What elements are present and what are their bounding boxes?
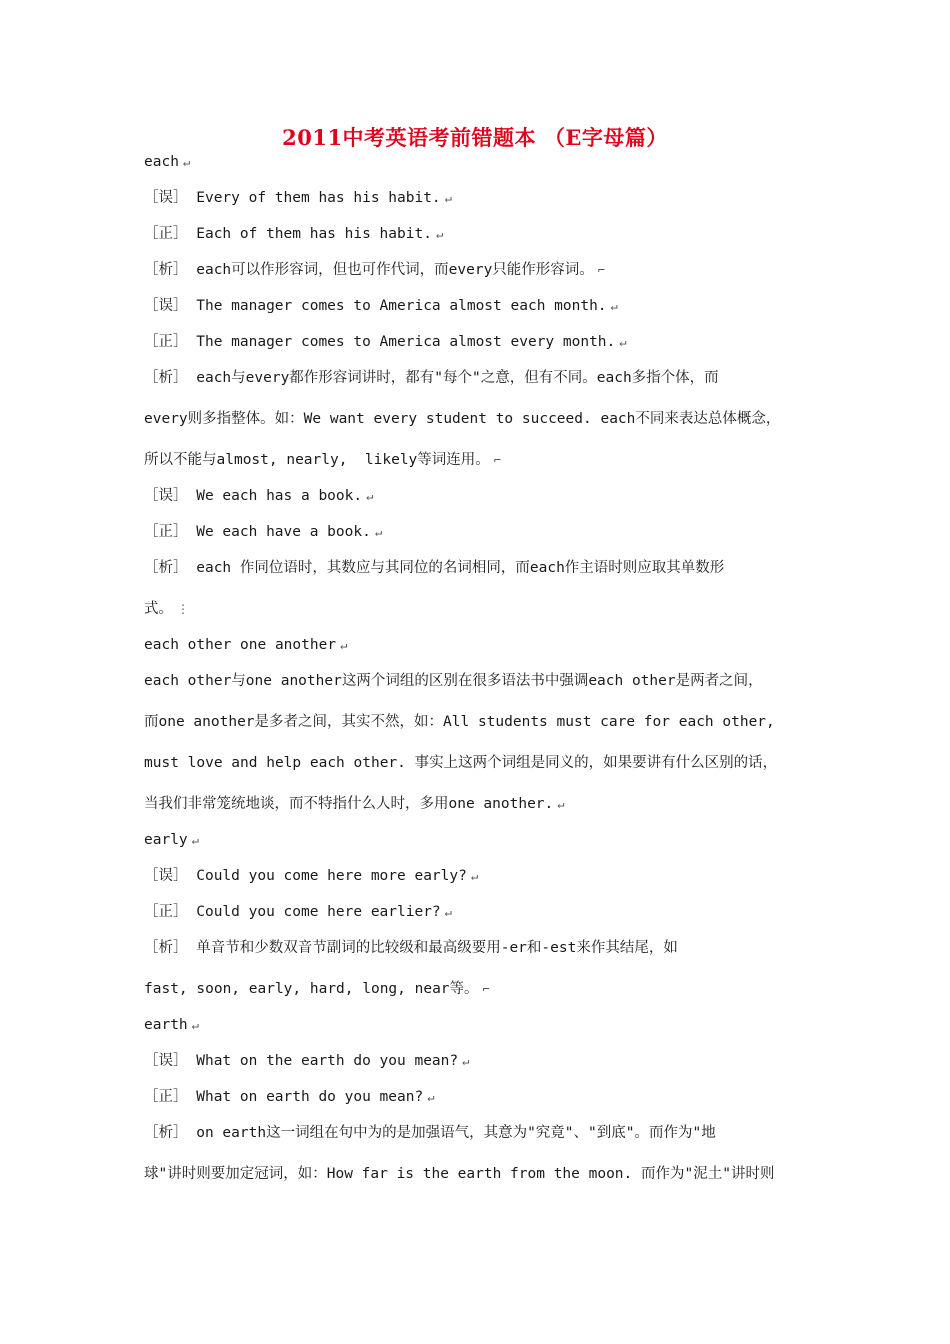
line-text: 而one another是多者之间，其实不然，如：All students must care for each other, (144, 714, 775, 730)
analysis-continuation-line (144, 407, 824, 431)
line-text: ［误］ Could you come here more early? (144, 868, 467, 884)
correct-example-line (144, 520, 824, 544)
correct-example-line (144, 1085, 824, 1109)
ellipsis-mark-icon: ⋮ (177, 602, 189, 616)
analysis-line (144, 1121, 824, 1145)
line-text: ［误］ We each has a book. (144, 488, 363, 504)
line-text: ［正］ Each of them has his habit. (144, 226, 432, 242)
line-text: ［析］ each可以作形容词，但也可作代词，而every只能作形容词。 (144, 262, 594, 278)
entry-heading-each (144, 150, 824, 174)
wrong-example-line (144, 484, 824, 508)
paragraph-mark-icon: ↵ (444, 905, 452, 919)
line-text: early (144, 832, 188, 848)
paragraph-mark-icon: ↵ (557, 797, 565, 811)
explanation-line (144, 710, 824, 734)
paragraph-mark-icon: ↵ (470, 869, 479, 883)
line-text: earth (144, 1017, 188, 1033)
line-text: ［误］ The manager comes to America almost each month. (144, 298, 607, 314)
line-text: every则多指整体。如：We want every student to succeed. each不同来表达总体概念， (144, 411, 781, 427)
analysis-line (144, 258, 824, 282)
wrong-example-line (144, 186, 824, 210)
line-text: ［析］ 单音节和少数双音节副词的比较级和最高级要用-er和-est来作其结尾，如 (144, 940, 678, 956)
line-text: each (144, 154, 179, 170)
correct-example-line (144, 222, 824, 246)
line-text: must love and help each other. 事实上这两个词组是同义的，如果要讲有什么区别的话， (144, 755, 778, 771)
line-text: each other one another (144, 637, 337, 653)
wrong-example-line (144, 864, 824, 888)
correct-example-line (144, 330, 824, 354)
line-text: 所以不能与almost, nearly, likely等词连用。 (144, 452, 490, 468)
paragraph-mark-icon: ↵ (462, 1054, 470, 1068)
entry-heading-early (144, 828, 824, 852)
paragraph-mark-icon: ↵ (182, 155, 191, 169)
explanation-line (144, 669, 824, 693)
line-text: ［析］ on earth这一词组在句中为的是加强语气，其意为"究竟"、"到底"。而作为"地 (144, 1125, 716, 1141)
paragraph-mark-icon: ↵ (619, 335, 627, 349)
paragraph-mark-icon: ↵ (340, 638, 348, 652)
entry-heading-each-other (144, 633, 824, 657)
analysis-line (144, 366, 824, 390)
wrong-example-line (144, 1049, 824, 1073)
line-text: 球"讲时则要加定冠词，如：How far is the earth from the moon. 而作为"泥土"讲时则 (144, 1166, 775, 1182)
correct-example-line (144, 900, 824, 924)
paragraph-mark-icon: ↵ (191, 833, 199, 847)
line-text: fast, soon, early, hard, long, near等。 (144, 981, 479, 997)
line-text: ［析］ each 作同位语时，其数应与其同位的名词相同，而each作主语时则应取其单数形 (144, 560, 725, 576)
analysis-continuation-line (144, 1162, 824, 1186)
page-title: 2011中考英语考前错题本 （E字母篇） (282, 125, 668, 150)
line-text: ［误］ What on the earth do you mean? (144, 1053, 459, 1069)
wrong-example-line (144, 294, 824, 318)
paragraph-mark-icon: ↵ (444, 191, 452, 205)
explanation-line (144, 792, 824, 816)
paragraph-mark-icon: ↵ (435, 227, 444, 241)
line-text: each other与one another这两个词组的区别在很多语法书中强调each other是两者之间， (144, 673, 763, 689)
section-mark-icon: ⌐ (493, 453, 502, 467)
section-mark-icon: ⌐ (597, 263, 606, 277)
line-text: 当我们非常笼统地谈，而不特指什么人时，多用one another. (144, 796, 554, 812)
paragraph-mark-icon: ↵ (366, 489, 374, 503)
analysis-line (144, 556, 824, 580)
paragraph-mark-icon: ↵ (191, 1018, 199, 1032)
paragraph-mark-icon: ↵ (427, 1090, 435, 1104)
paragraph-mark-icon: ↵ (374, 525, 383, 539)
document-body (144, 150, 824, 1186)
entry-heading-earth (144, 1013, 824, 1037)
analysis-continuation-line (144, 977, 824, 1001)
analysis-continuation-line (144, 448, 824, 472)
line-text: ［析］ each与every都作形容词讲时，都有"每个"之意，但有不同。each多指个体，而 (144, 370, 719, 386)
line-text: 式。 (144, 601, 173, 617)
line-text: ［正］ We each have a book. (144, 524, 371, 540)
line-text: ［正］ Could you come here earlier? (144, 904, 441, 920)
analysis-continuation-line (144, 597, 824, 621)
line-text: ［正］ The manager comes to America almost every month. (144, 334, 616, 350)
analysis-line (144, 936, 824, 960)
line-text: ［误］ Every of them has his habit. (144, 190, 441, 206)
paragraph-mark-icon: ↵ (610, 299, 618, 313)
section-mark-icon: ⌐ (482, 982, 490, 996)
line-text: ［正］ What on earth do you mean? (144, 1089, 424, 1105)
explanation-line (144, 751, 824, 775)
